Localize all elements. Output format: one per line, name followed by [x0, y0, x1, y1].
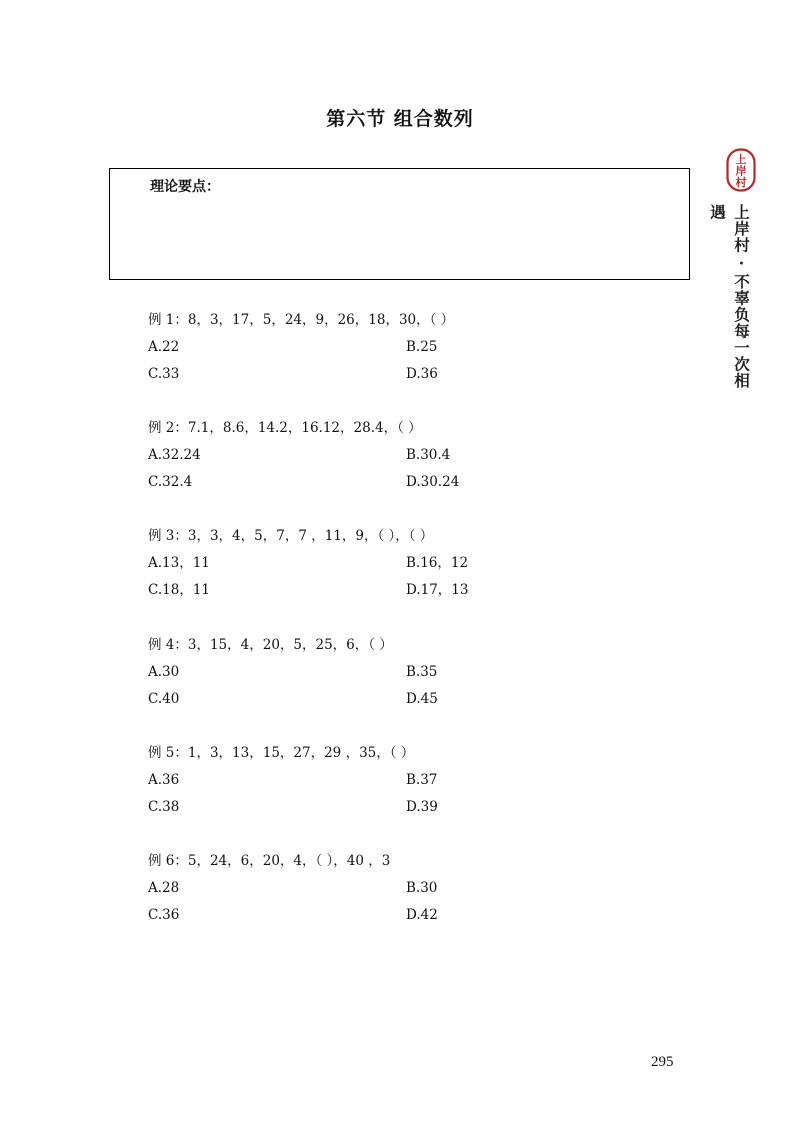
- option-a: A.22: [148, 339, 180, 355]
- option-row: [148, 875, 598, 902]
- option-c: C.38: [148, 799, 180, 815]
- option-b: B.35: [406, 664, 438, 680]
- example-4: [148, 632, 598, 713]
- option-b: B.30.4: [406, 447, 451, 463]
- option-row: [148, 794, 598, 821]
- example-question: 例 3：3，3，4，5，7，7 ，11，9，（ ），（ ）: [148, 528, 434, 544]
- option-row: [148, 686, 598, 713]
- option-c: C.40: [148, 691, 180, 707]
- option-d: D.42: [406, 907, 438, 923]
- option-row: [148, 442, 598, 469]
- option-c: C.36: [148, 907, 180, 923]
- option-b: B.25: [406, 339, 438, 355]
- example-question: 例 1：8，3，17，5，24，9，26，18，30，（ ）: [148, 312, 455, 328]
- option-a: A.32.24: [148, 447, 201, 463]
- option-c: C.32.4: [148, 474, 193, 490]
- option-d: D.30.24: [406, 474, 460, 490]
- option-row: [148, 767, 598, 794]
- seal-icon: [726, 148, 756, 192]
- option-d: D.45: [406, 691, 438, 707]
- svg-text:村: 村: [735, 176, 747, 189]
- option-row: [148, 902, 598, 929]
- option-row: [148, 577, 598, 604]
- example-3: [148, 523, 598, 604]
- page-title: 第六节 组合数列: [326, 108, 474, 130]
- brand-slogan: 上岸村·不辜负每一次相遇: [708, 204, 751, 389]
- option-b: B.37: [406, 772, 438, 788]
- example-question: 例 4：3，15，4，20，5，25，6，（ ）: [148, 637, 393, 653]
- option-c: C.18，11: [148, 582, 210, 598]
- option-row: [148, 334, 598, 361]
- side-brand: [708, 144, 759, 404]
- option-b: B.16，12: [406, 555, 469, 571]
- theory-label: 理论要点：: [150, 179, 220, 195]
- option-row: [148, 361, 598, 388]
- option-a: A.36: [148, 772, 180, 788]
- option-row: [148, 469, 598, 496]
- option-d: D.17，13: [406, 582, 469, 598]
- svg-text:岸: 岸: [735, 164, 747, 178]
- svg-text:上: 上: [735, 153, 747, 166]
- example-5: [148, 740, 598, 821]
- option-a: A.30: [148, 664, 180, 680]
- example-question: 例 6：5，24，6，20，4，（ ），40 ，3: [148, 853, 391, 869]
- option-d: D.36: [406, 366, 438, 382]
- example-question: 例 2：7.1，8.6，14.2，16.12，28.4，（ ）: [148, 420, 422, 436]
- example-2: [148, 415, 598, 496]
- example-question: 例 5：1，3，13，15，27，29 ，35，（ ）: [148, 745, 415, 761]
- option-row: [148, 659, 598, 686]
- theory-box: [109, 168, 690, 280]
- page-number: 295: [651, 1054, 674, 1070]
- option-c: C.33: [148, 366, 180, 382]
- example-6: [148, 848, 598, 929]
- option-a: A.28: [148, 880, 180, 896]
- option-b: B.30: [406, 880, 438, 896]
- option-d: D.39: [406, 799, 438, 815]
- option-row: [148, 550, 598, 577]
- option-a: A.13，11: [148, 555, 210, 571]
- example-1: [148, 307, 598, 388]
